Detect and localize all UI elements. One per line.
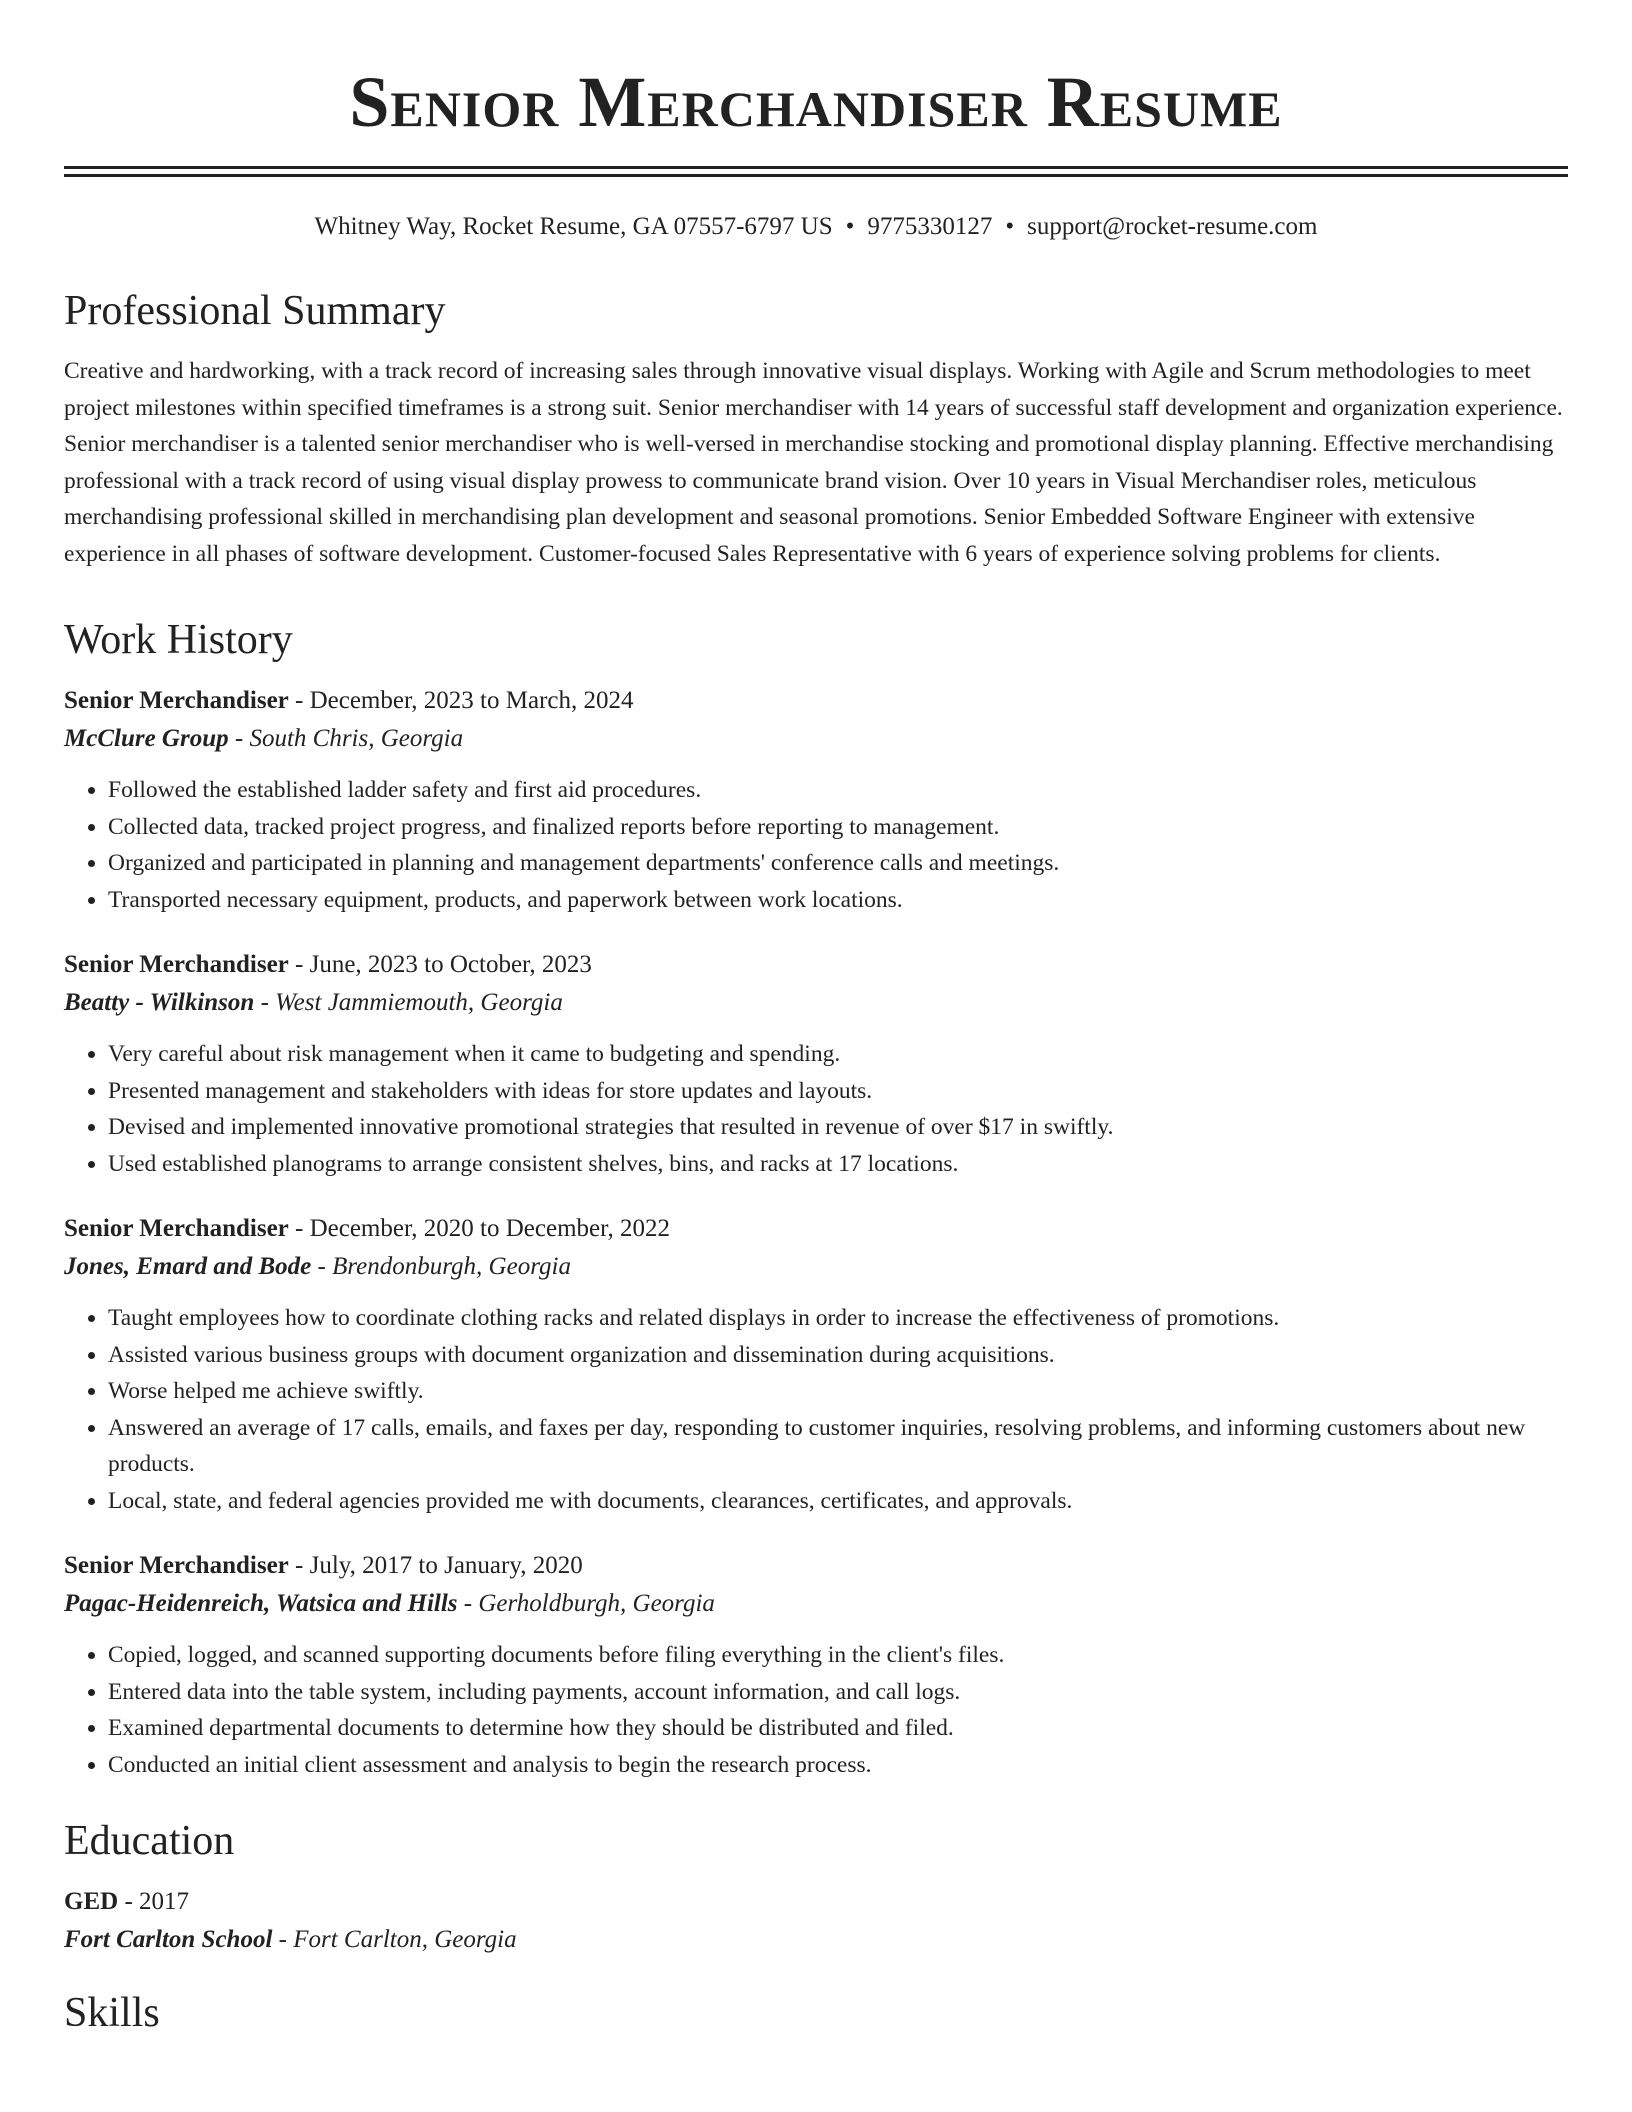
job-duties-list <box>64 1637 1568 1783</box>
job-location: - Brendonburgh, Georgia <box>311 1253 571 1280</box>
job-role: Senior Merchandiser <box>64 687 289 714</box>
job-title-line <box>64 1547 1568 1585</box>
job-duty-item: • Followed the established ladder safety and first aid procedures. <box>108 772 1568 809</box>
job-duty-item: • Collected data, tracked project progress, and finalized reports before reporting to management. <box>108 809 1568 846</box>
resume-title: Senior Merchandiser Resume <box>349 62 1283 142</box>
summary-text: Creative and hardworking, with a track record of increasing sales through innovative visual displays. Working with Agile and Scrum methodologies to meet project milestones within specified timeframes is a strong suit. Senior merchandiser with 14 years of successful staff development and organization experience. Senior merchandiser is a talented senior merchandiser who is well-versed in merchandise stocking and promotional display planning. Effective merchandising professional with a track record of using visual display prowess to communicate brand vision. Over 10 years in Visual Merchandiser roles, meticulous merchandising professional skilled in merchandising plan development and seasonal promotions. Senior Embedded Software Engineer with extensive experience in all phases of software development. Customer-focused Sales Representative with 6 years of experience solving problems for clients. <box>64 358 1563 567</box>
education-year: - 2017 <box>118 1888 190 1915</box>
job-entry <box>64 682 1568 918</box>
job-company: Beatty - Wilkinson <box>64 989 255 1016</box>
education-location: - Fort Carlton, Georgia <box>272 1926 517 1953</box>
job-duty-item: • Local, state, and federal agencies provided me with documents, clearances, certificates, and approvals. <box>108 1483 1568 1520</box>
job-duties-list <box>64 1036 1568 1182</box>
job-location: - Gerholdburgh, Georgia <box>457 1590 715 1617</box>
job-title-line <box>64 1210 1568 1248</box>
job-duty-item: • Answered an average of 17 calls, emails, and faxes per day, responding to customer inquiries, resolving problems, and informing customers about new products. <box>108 1410 1568 1483</box>
education-school: Fort Carlton School <box>64 1926 273 1953</box>
job-duty-item: • Devised and implemented innovative promotional strategies that resulted in revenue of over $17 in swiftly. <box>108 1109 1568 1146</box>
job-company: Pagac-Heidenreich, Watsica and Hills <box>64 1590 458 1617</box>
job-location: - West Jammiemouth, Georgia <box>254 989 563 1016</box>
job-location: - South Chris, Georgia <box>228 725 464 752</box>
job-duty-item: • Used established planograms to arrange consistent shelves, bins, and racks at 17 locations. <box>108 1146 1568 1183</box>
job-duties-list <box>64 772 1568 918</box>
job-role: Senior Merchandiser <box>64 951 289 978</box>
job-company-line <box>64 1248 1568 1286</box>
work-history-list <box>64 682 1568 1783</box>
contact-address: Whitney Way, Rocket Resume, GA 07557-6797 US <box>314 213 833 240</box>
job-role: Senior Merchandiser <box>64 1215 289 1242</box>
job-duty-item: • Examined departmental documents to determine how they should be distributed and filed. <box>108 1710 1568 1747</box>
job-duty-item: • Worse helped me achieve swiftly. <box>108 1373 1568 1410</box>
job-role: Senior Merchandiser <box>64 1552 289 1579</box>
job-dates: - June, 2023 to October, 2023 <box>288 951 592 978</box>
job-company: Jones, Emard and Bode <box>64 1253 312 1280</box>
education-degree-line <box>64 1883 1568 1921</box>
education-degree: GED <box>64 1888 119 1915</box>
job-company-line <box>64 1585 1568 1623</box>
education-heading: Education <box>64 1818 235 1864</box>
job-duty-item: • Entered data into the table system, including payments, account information, and call logs. <box>108 1674 1568 1711</box>
job-dates: - July, 2017 to January, 2020 <box>288 1552 583 1579</box>
job-company: McClure Group <box>64 725 229 752</box>
job-company-line <box>64 984 1568 1022</box>
skills-heading: Skills <box>64 1990 160 2036</box>
job-entry <box>64 1547 1568 1783</box>
summary-heading: Professional Summary <box>64 288 446 334</box>
job-entry <box>64 1210 1568 1519</box>
job-duty-item: • Very careful about risk management when it came to budgeting and spending. <box>108 1036 1568 1073</box>
contact-separator: • <box>845 213 855 240</box>
contact-line <box>64 211 1568 243</box>
contact-separator: • <box>1005 213 1015 240</box>
job-duty-item: • Taught employees how to coordinate clothing racks and related displays in order to increase the effectiveness of promotions. <box>108 1300 1568 1337</box>
job-duty-item: • Copied, logged, and scanned supporting documents before filing everything in the client's files. <box>108 1637 1568 1674</box>
job-duty-item: • Transported necessary equipment, products, and paperwork between work locations. <box>108 882 1568 919</box>
job-dates: - December, 2023 to March, 2024 <box>288 687 634 714</box>
job-duty-item: • Assisted various business groups with document organization and dissemination during acquisitions. <box>108 1337 1568 1374</box>
job-duties-list <box>64 1300 1568 1519</box>
job-title-line <box>64 946 1568 984</box>
work-history-heading: Work History <box>64 617 293 663</box>
job-company-line <box>64 720 1568 758</box>
job-title-line <box>64 682 1568 720</box>
job-dates: - December, 2020 to December, 2022 <box>288 1215 670 1242</box>
contact-email: support@rocket-resume.com <box>1027 213 1318 240</box>
contact-phone: 9775330127 <box>867 213 993 240</box>
job-duty-item: • Presented management and stakeholders with ideas for store updates and layouts. <box>108 1073 1568 1110</box>
job-entry <box>64 946 1568 1182</box>
title-double-rule <box>64 166 1568 177</box>
education-school-line <box>64 1921 1568 1959</box>
job-duty-item: • Conducted an initial client assessment and analysis to begin the research process. <box>108 1747 1568 1784</box>
job-duty-item: • Organized and participated in planning and management departments' conference calls and meetings. <box>108 845 1568 882</box>
